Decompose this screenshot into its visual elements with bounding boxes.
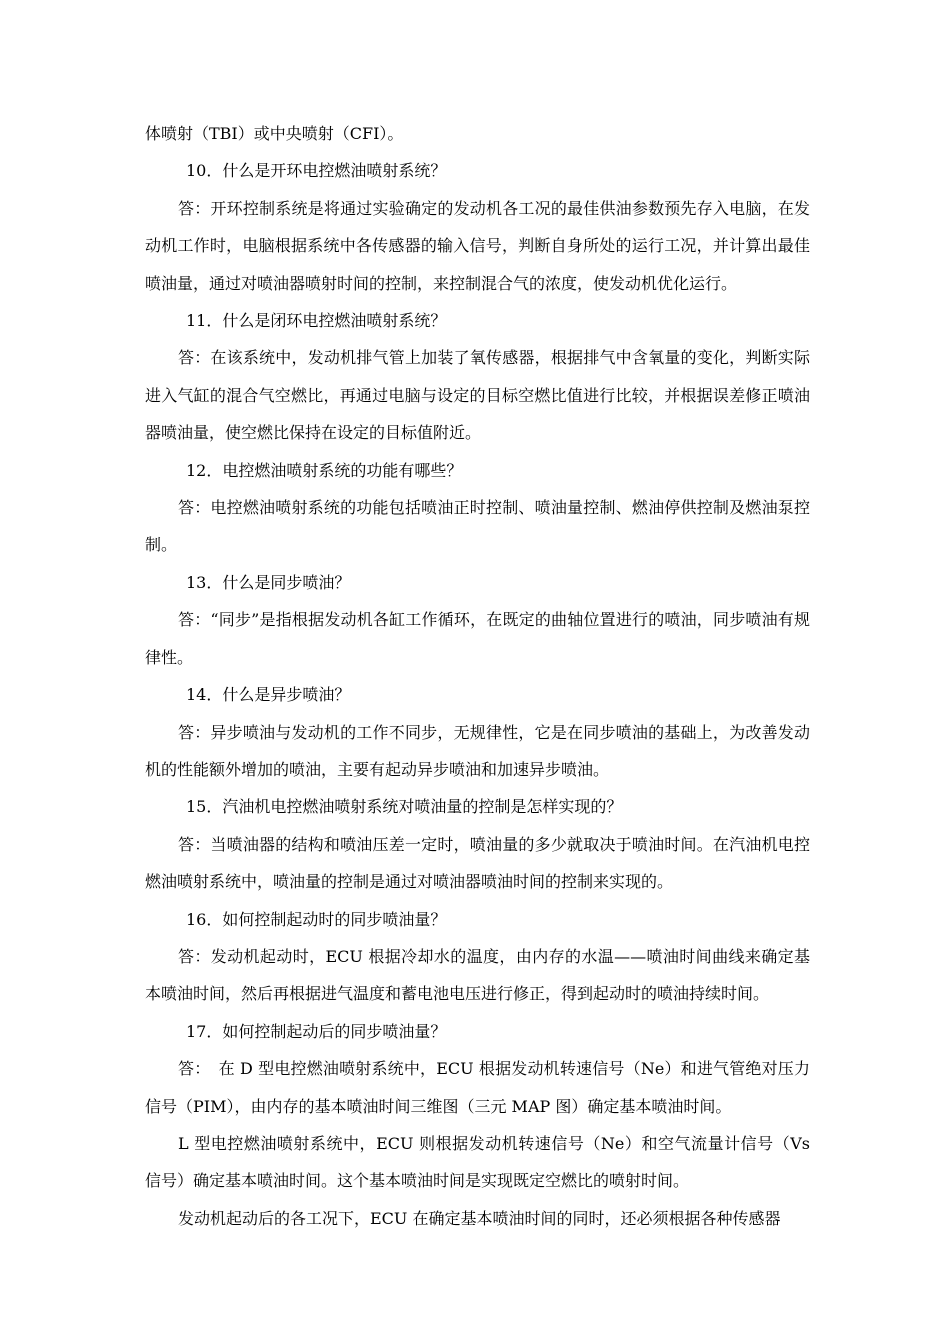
document-body (145, 115, 810, 1237)
question-10: 10．什么是开环电控燃油喷射系统？ (186, 161, 447, 181)
answer-12: 答：电控燃油喷射系统的功能包括喷油正时控制、喷油量控制、燃油停供控制及燃油泵控制。 (145, 498, 810, 555)
answer-11: 答：在该系统中，发动机排气管上加装了氧传感器，根据排气中含氧量的变化，判断实际进入气缸的混合气空燃比，再通过电脑与设定的目标空燃比值进行比较，并根据误差修正喷油器喷油量，使空燃比保持在设定的目标值附近。 (145, 348, 810, 443)
question-15: 15．汽油机电控燃油喷射系统对喷油量的控制是怎样实现的？ (186, 797, 623, 817)
answer-16: 答：发动机起动时，ECU 根据冷却水的温度，由内存的水温——喷油时间曲线来确定基本喷油时间，然后再根据进气温度和蓄电池电压进行修正，得到起动时的喷油持续时间。 (145, 946, 810, 1004)
answer-17-part-3: 发动机起动后的各工况下，ECU 在确定基本喷油时间的同时，还必须根据各种传感器 (178, 1208, 781, 1228)
answer-17-part-2: L 型电控燃油喷射系统中，ECU 则根据发动机转速信号（Ne）和空气流量计信号（Vs 信号）确定基本喷油时间。这个基本喷油时间是实现既定空燃比的喷射时间。 (145, 1133, 810, 1191)
question-16: 16．如何控制起动时的同步喷油量？ (186, 909, 447, 929)
question-12: 12．电控燃油喷射系统的功能有哪些？ (186, 460, 463, 480)
answer-14: 答：异步喷油与发动机的工作不同步，无规律性，它是在同步喷油的基础上，为改善发动机的性能额外增加的喷油，主要有起动异步喷油和加速异步喷油。 (145, 722, 810, 779)
answer-10: 答：开环控制系统是将通过实验确定的发动机各工况的最佳供油参数预先存入电脑，在发动机工作时，电脑根据系统中各传感器的输入信号，判断自身所处的运行工况，并计算出最佳喷油量，通过对喷油器喷射时间的控制，来控制混合气的浓度，使发动机优化运行。 (145, 198, 810, 293)
question-17: 17．如何控制起动后的同步喷油量？ (186, 1021, 447, 1041)
question-14: 14．什么是异步喷油？ (186, 685, 351, 705)
answer-15: 答：当喷油器的结构和喷油压差一定时，喷油量的多少就取决于喷油时间。在汽油机电控燃油喷射系统中，喷油量的控制是通过对喷油器喷油时间的控制来实现的。 (145, 834, 810, 892)
answer-13: 答：“同步”是指根据发动机各缸工作循环，在既定的曲轴位置进行的喷油，同步喷油有规律性。 (145, 610, 810, 667)
paragraph-continuation: 体喷射（TBI）或中央喷射（CFI）。 (145, 124, 404, 143)
question-13: 13．什么是同步喷油？ (186, 572, 351, 592)
question-11: 11．什么是闭环电控燃油喷射系统？ (186, 311, 447, 331)
answer-17-part-1: 答： 在 D 型电控燃油喷射系统中，ECU 根据发动机转速信号（Ne）和进气管绝对压力信号（PIM），由内存的基本喷油时间三维图（三元 MAP 图）确定基本喷油时间。 (145, 1059, 810, 1116)
